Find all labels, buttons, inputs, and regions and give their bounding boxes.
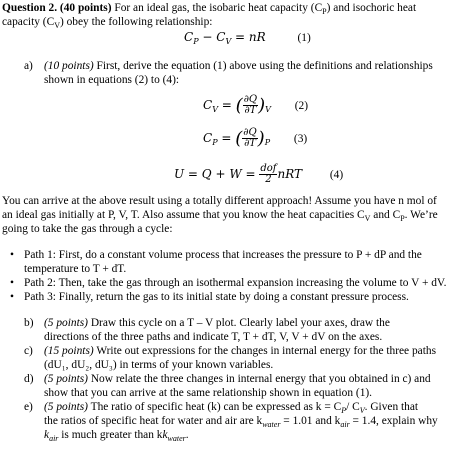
- part-e-line2: the ratios of specific heat for water and air are $k_{water} = 1.01$ and $k_{air} = 1.4$, explain why: [44, 415, 438, 429]
- part-e-line1: e) (5 points) The ratio of specific heat (k) can be expressed as $k = C_P/$ $C_V$. Given that: [24, 401, 419, 415]
- path-2: • Path 2: Then, take the gas through an isothermal expansion increasing the volume to V + dV.: [10, 277, 447, 289]
- equation-4: U = Q + W = $\frac{\text{dof}}{2}$ nRT (4): [174, 163, 344, 185]
- question-title: Question 2. (40 points): [2, 2, 112, 14]
- question-header-line2: capacity $(C_V)$ obey the following relationship:: [2, 16, 213, 30]
- part-a-line2: shown in equations (2) to (4):: [44, 74, 180, 86]
- part-e-line3: $k_{air}$ is much greater than $kk_{water}$.: [44, 429, 189, 443]
- paragraph-line3: going to take the gas through a cycle:: [2, 223, 173, 235]
- path-3: • Path 3: Finally, return the gas to its initial state by doing a constant pressure process.: [10, 291, 409, 303]
- path-1-line1: • Path 1: First, do a constant volume process that increases the pressure to P + dP and the: [10, 249, 422, 261]
- paragraph-line1: You can arrive at the above result using a totally different approach! Assume you have n mol of: [2, 195, 437, 207]
- part-d-line1: d) (5 points) Now relate the three changes in internal energy that you obtained in c) and: [24, 373, 431, 385]
- part-c-line2: (dU₁, dU₂, dU₃) in terms of your known variables.: [44, 359, 274, 371]
- part-d-line2: show that you can arrive at the same relationship shown in equation (1).: [44, 387, 373, 399]
- part-b-line2: directions of the three paths and indicate T, T + dT, V, V + dV on the axes.: [44, 331, 383, 343]
- part-a-line1: a) (10 points) First, derive the equation (1) above using the definitions and relationships: [24, 60, 433, 72]
- bullet-icon: •: [10, 249, 14, 261]
- question-header-line1: Question 2. (40 points) For an ideal gas, the isobaric heat capacity $(C_P)$ and isochoric heat: [2, 2, 417, 16]
- equation-3: $C_P$ = ( $\frac{\partial Q}{\partial T}$ )$_P$ (3): [203, 127, 308, 149]
- path-1-line2: temperature to T + dT.: [24, 263, 127, 275]
- bullet-icon: •: [10, 277, 14, 289]
- part-c-line1: c) (15 points) Write out expressions for the changes in internal energy for the three paths: [24, 345, 437, 357]
- part-b-line1: b) (5 points) Draw this cycle on a T – V plot. Clearly label your axes, draw the: [24, 317, 390, 329]
- bullet-icon: •: [10, 291, 14, 303]
- equation-2: $C_V$ = ( $\frac{\partial Q}{\partial T}$ )$_V$ (2): [203, 94, 308, 116]
- equation-1: $C_P - C_V$ = nR (1): [184, 30, 311, 46]
- paragraph-line2: an ideal gas initially at P, V, T. Also assume that you know the heat capacities $C_V$ and $C_P$. We’re: [2, 209, 438, 223]
